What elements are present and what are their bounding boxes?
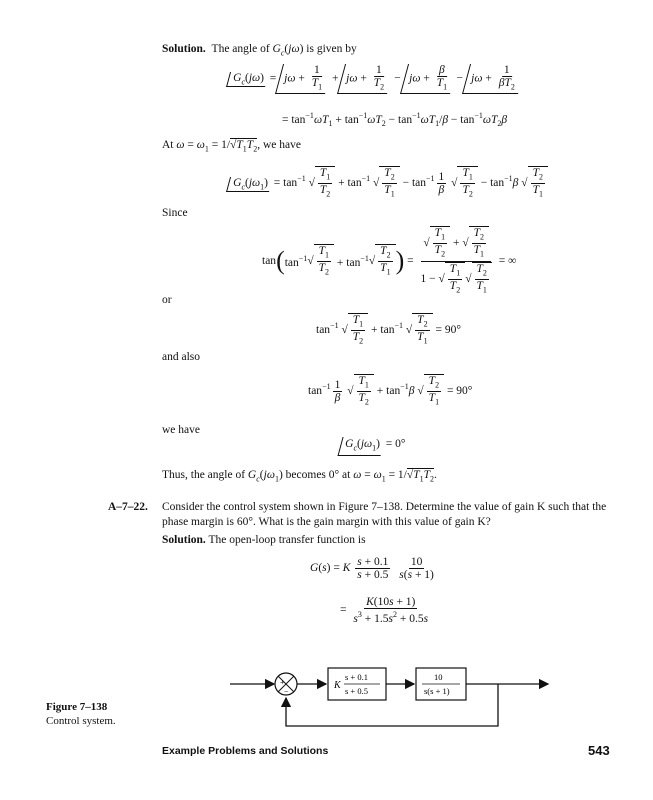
and-also-text: and also <box>162 351 201 363</box>
block-diagram <box>230 648 550 738</box>
plant-block <box>416 668 466 700</box>
solution2-intro <box>162 533 366 548</box>
sum-plus-sign: + <box>280 678 285 687</box>
equation-sum-90: $\tan^{-1}$ √ $\frac{T_1}{T_2}$ + $\tan^{-1}$ √ $\frac{T_2}{T_1}$ = 90° <box>316 314 461 346</box>
or-text: or <box>162 294 172 306</box>
equation-beta-sum-90: $\tan^{-1}$ $\frac{1}{\beta}$ √ $\frac{T_1}{T_2}$ + $\tan^{-1}\beta$ √ $\frac{T_2}{T_1}$ = 90° <box>308 375 473 407</box>
solution-label: Solution. <box>162 43 206 55</box>
controller-block <box>328 668 386 700</box>
equation-angle-omega1: $G_c(j\omega_1) = \tan^{-1}$ √ $\frac{T_1}{T_2}$ + $\tan^{-1}$ √ $\frac{T_2}{T_1}$ − $\tan^{-1}$ $\frac{1}{\beta}$ √ $\frac{T_1}{T_2}$ − $\tan^{-1}\beta$ √ $\frac{T_2}{T_1}$ <box>228 166 548 201</box>
at-omega-text: At $\omega = \omega_1 = 1/√T_1T_2$, we have <box>162 139 301 154</box>
controller-numerator: s + 0.1 <box>345 672 368 682</box>
problem-number: A–7–22. <box>108 501 148 513</box>
summing-junction <box>275 673 297 696</box>
figure-caption: Control system. <box>46 715 116 727</box>
solution-intro <box>162 42 357 60</box>
since-text: Since <box>162 207 188 219</box>
solution-text: The angle of $G_c(j\omega)$ is given by <box>208 43 357 58</box>
solution2-text: The open-loop transfer function is <box>208 534 366 546</box>
controller-denominator: s + 0.5 <box>345 686 368 696</box>
problem-text-line2: phase margin is 60°. What is the gain margin with this value of gain K? <box>162 516 491 528</box>
controller-gain: K <box>334 680 341 691</box>
solution2-label: Solution. <box>162 534 206 546</box>
we-have-text: we have <box>162 424 200 436</box>
equation-angle-gc: $G_c(j\omega) = j\omega$ + $\frac{1}{T_1}$ + jω + $\frac{1}{T_2}$ − jω + $\frac{\beta}{T_1}$ − jω + $\frac{1}{\beta T_2}$ <box>228 64 522 94</box>
equation-angle-zero: $G_c(j\omega_1) = 0^\circ$ <box>340 437 405 456</box>
sum-minus-sign: − <box>284 687 289 696</box>
equation-angle-gc-expanded: = $\tan^{-1}\omega T_1 + \tan^{-1}\omega T_2 - \tan^{-1}\omega T_1/\beta - \tan^{-1}\omega T_2\beta$ <box>282 111 508 129</box>
figure-label: Figure 7–138 <box>46 701 108 713</box>
equation-open-loop: G(s) = K $\frac{s + 0.1}{s + 0.5}$ $\frac{10}{s(s + 1)}$ <box>310 556 434 581</box>
equation-open-loop-expanded: = $\frac{K(10s + 1)}{s^3 + 1.5s^2 + 0.5s}$ <box>340 596 429 625</box>
thus-text: Thus, the angle of $G_c(j\omega_1)$ becomes 0° at $\omega = \omega_1 = 1/√T_1T_2$. <box>162 469 437 484</box>
page-number: 543 <box>588 743 610 758</box>
plant-denominator: s(s + 1) <box>424 686 450 696</box>
equation-tan-infinity: tan ( $\tan^{-1}$ √ $\frac{T_1}{T_2}$ + $\tan^{-1}$ √ $\frac{T_2}{T_1}$ ) = √ $\frac{T_1}{T_2}$ + √ $\frac{T_2}{T_1}$ 1 − √ $\frac{T_1}{T_2}$ √ $\frac{T_2}{T_1}$ = ∞ <box>262 227 517 295</box>
problem-text-line1: Consider the control system shown in Figure 7–138. Determine the value of gain K such that the <box>162 501 607 513</box>
page-footer: Example Problems and Solutions <box>162 745 329 757</box>
plant-numerator: 10 <box>434 672 443 682</box>
